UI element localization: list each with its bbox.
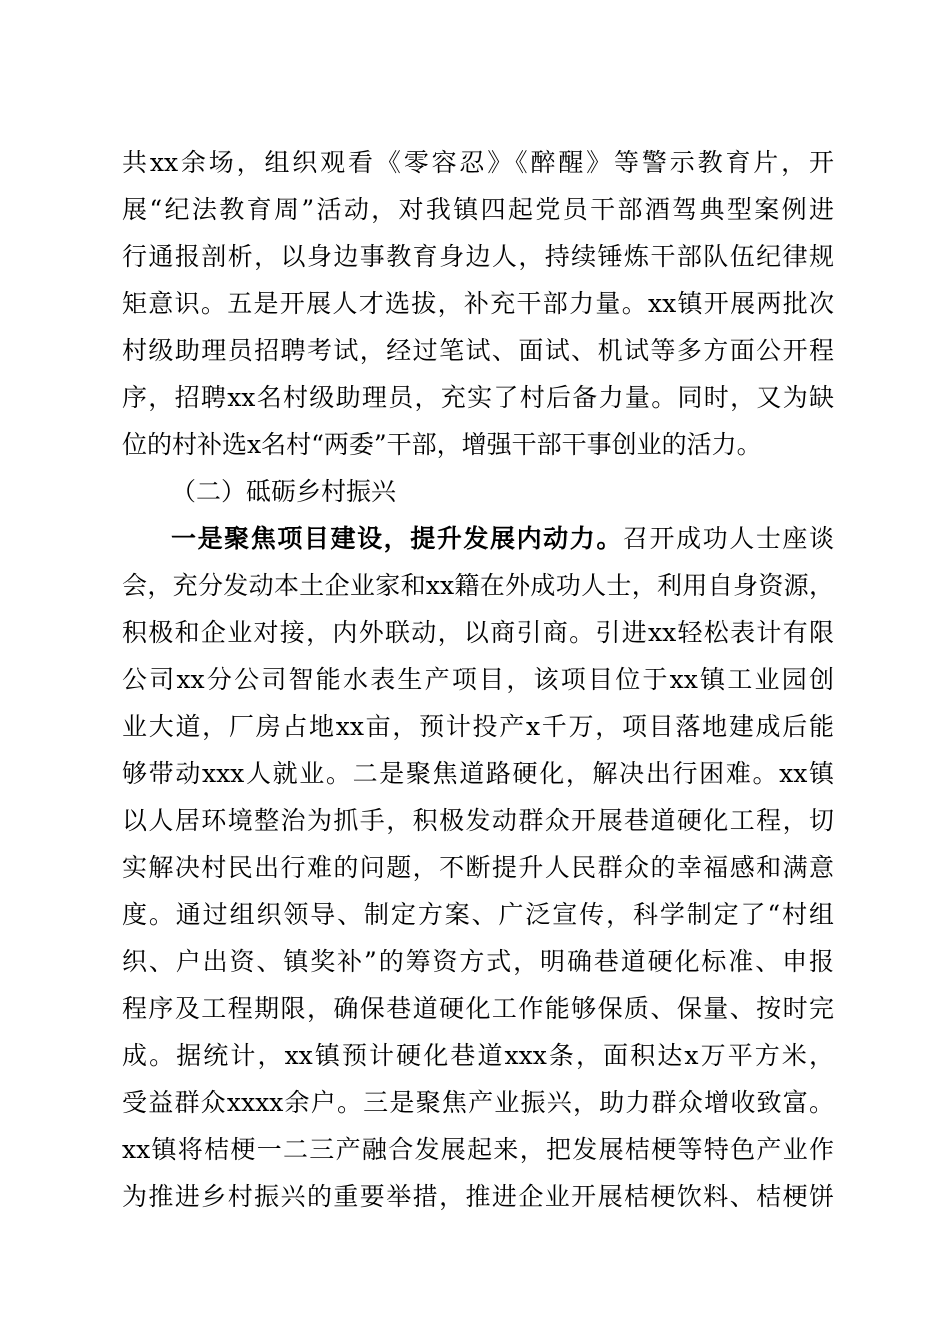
paragraph-lead-rest: 召开成功人士座谈: [622, 524, 834, 553]
text-line: 行通报剖析，以身边事教育身边人，持续锤炼干部队伍纪律规: [122, 242, 834, 271]
text-line: 积极和企业对接，内外联动，以商引商。引进xx轻松表计有限: [122, 618, 834, 647]
text-line: xx镇将桔梗一二三产融合发展起来，把发展桔梗等特色产业作: [122, 1135, 834, 1164]
text-line: 会，充分发动本土企业家和xx籍在外成功人士，利用自身资源，: [122, 571, 834, 600]
paragraph-lead-bold: 一是聚焦项目建设，提升发展内动力。: [171, 524, 623, 553]
text-line: 位的村补选x名村“两委”干部，增强干部干事创业的活力。: [122, 430, 762, 459]
text-line: 程序及工程期限，确保巷道硬化工作能够保质、保量、按时完: [122, 994, 834, 1023]
text-line: 展“纪法教育周”活动，对我镇四起党员干部酒驾典型案例进: [122, 195, 834, 224]
text-line: 度。通过组织领导、制定方案、广泛宣传，科学制定了“村组: [122, 900, 834, 929]
text-line: 为推进乡村振兴的重要举措，推进企业开展桔梗饮料、桔梗饼: [122, 1182, 834, 1211]
text-line: 成。据统计，xx镇预计硬化巷道xxx条，面积达x万平方米，: [122, 1041, 834, 1070]
text-line: 矩意识。五是开展人才选拔，补充干部力量。xx镇开展两批次: [122, 289, 834, 318]
section-heading: （二）砥砺乡村振兴: [171, 477, 397, 506]
text-line: 业大道，厂房占地xx亩，预计投产x千万，项目落地建成后能: [122, 712, 834, 741]
text-line: 受益群众xxxx余户。三是聚焦产业振兴，助力群众增收致富。: [122, 1088, 834, 1117]
text-line: 公司xx分公司智能水表生产项目，该项目位于xx镇工业园创: [122, 665, 834, 694]
text-line: 实解决村民出行难的问题，不断提升人民群众的幸福感和满意: [122, 853, 834, 882]
text-line: 织、户出资、镇奖补”的筹资方式，明确巷道硬化标准、申报: [122, 947, 834, 976]
text-line: 序，招聘xx名村级助理员，充实了村后备力量。同时，又为缺: [122, 383, 834, 412]
text-line: 村级助理员招聘考试，经过笔试、面试、机试等多方面公开程: [122, 336, 834, 365]
text-line: 以人居环境整治为抓手，积极发动群众开展巷道硬化工程，切: [122, 806, 834, 835]
text-line: 共xx余场，组织观看《零容忍》《醉醒》等警示教育片，开: [122, 148, 834, 177]
paragraph-first-line: [171, 524, 834, 554]
text-line: 够带动xxx人就业。二是聚焦道路硬化，解决出行困难。xx镇: [122, 759, 834, 788]
